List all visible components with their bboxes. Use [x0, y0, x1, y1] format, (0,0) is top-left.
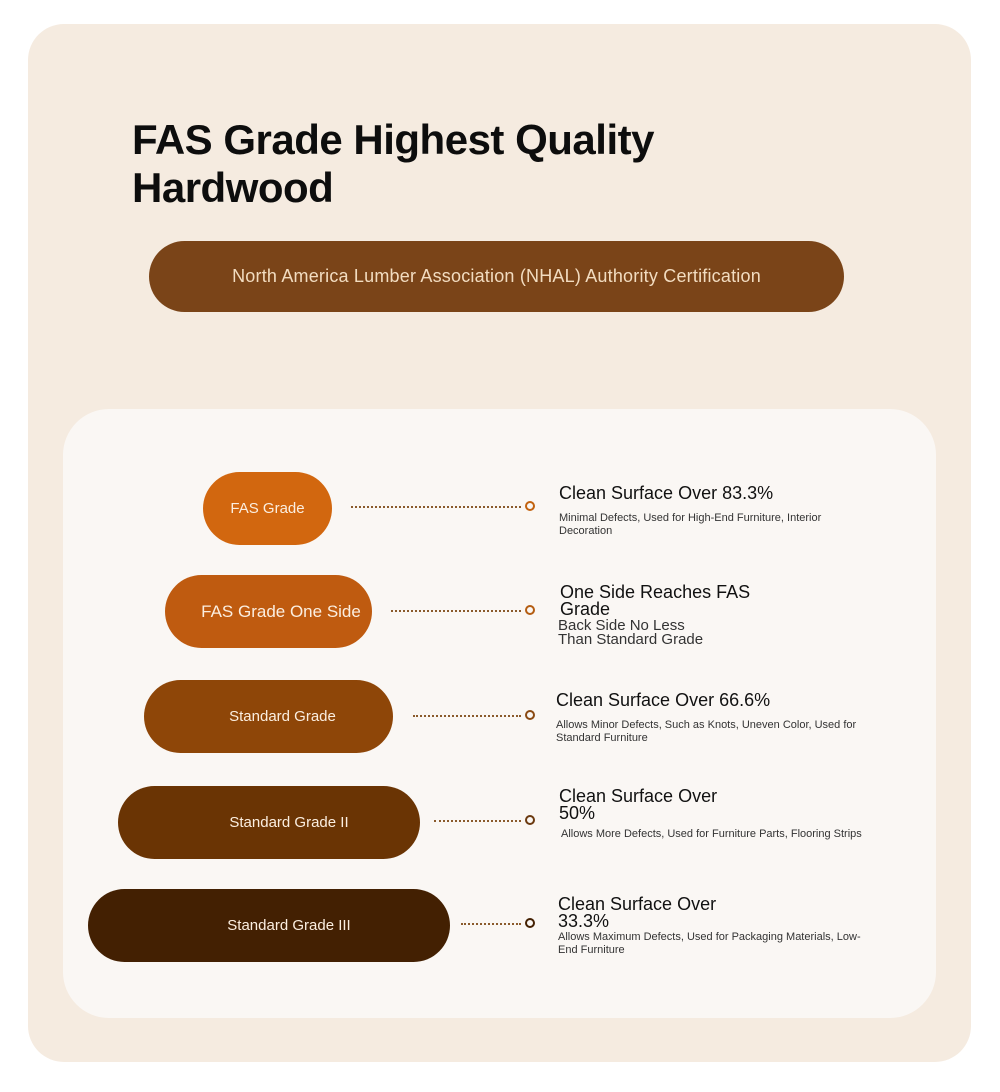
- grade-info-standard-ii: [559, 788, 899, 841]
- ring-marker: [525, 501, 535, 511]
- grade-info-fas-one-side: [558, 584, 783, 647]
- grade-heading: Clean Surface Over 83.3%: [559, 483, 774, 503]
- grade-label: FAS Grade One Side: [201, 601, 361, 621]
- dotted-connector: [461, 923, 521, 925]
- dotted-connector: [391, 610, 521, 612]
- ring-marker: [525, 815, 535, 825]
- grade-label: FAS Grade: [230, 500, 305, 517]
- page-title: FAS Grade Highest Quality Hardwood: [132, 116, 654, 211]
- certification-banner: [149, 241, 844, 312]
- grade-info-standard-iii: [558, 896, 878, 957]
- grade-description: Back Side No Less Than Standard Grade: [558, 617, 704, 648]
- grade-label: Standard Grade III: [227, 917, 351, 934]
- grade-description: Allows Minor Defects, Such as Knots, Uneven Color, Used for Standard Furniture: [556, 719, 857, 744]
- grade-description: Allows Maximum Defects, Used for Packaging Materials, Low-End Furniture: [558, 931, 861, 956]
- grade-label: Standard Grade II: [229, 814, 349, 831]
- grade-description: Allows More Defects, Used for Furniture Parts, Flooring Strips: [561, 828, 862, 840]
- grade-heading: Clean Surface Over 66.6%: [556, 690, 771, 710]
- grade-pill-fas: [203, 472, 332, 545]
- grade-description: Minimal Defects, Used for High-End Furniture, Interior Decoration: [559, 512, 822, 537]
- grade-heading: Clean Surface Over 50%: [559, 786, 718, 823]
- dotted-connector: [413, 715, 521, 717]
- grade-info-fas: [559, 485, 829, 538]
- grade-label: Standard Grade: [229, 708, 336, 725]
- grade-pill-fas-one-side: [165, 575, 372, 648]
- ring-marker: [525, 918, 535, 928]
- grade-heading: One Side Reaches FAS Grade: [560, 582, 751, 619]
- ring-marker: [525, 710, 535, 720]
- grade-info-standard: [556, 692, 896, 745]
- grade-heading: Clean Surface Over 33.3%: [558, 894, 717, 931]
- dotted-connector: [351, 506, 521, 508]
- grade-pill-standard-iii: [88, 889, 450, 962]
- grade-pill-standard-ii: [118, 786, 420, 859]
- grade-pill-standard: [144, 680, 393, 753]
- ring-marker: [525, 605, 535, 615]
- certification-text: North America Lumber Association (NHAL) Authority Certification: [232, 266, 761, 286]
- dotted-connector: [434, 820, 521, 822]
